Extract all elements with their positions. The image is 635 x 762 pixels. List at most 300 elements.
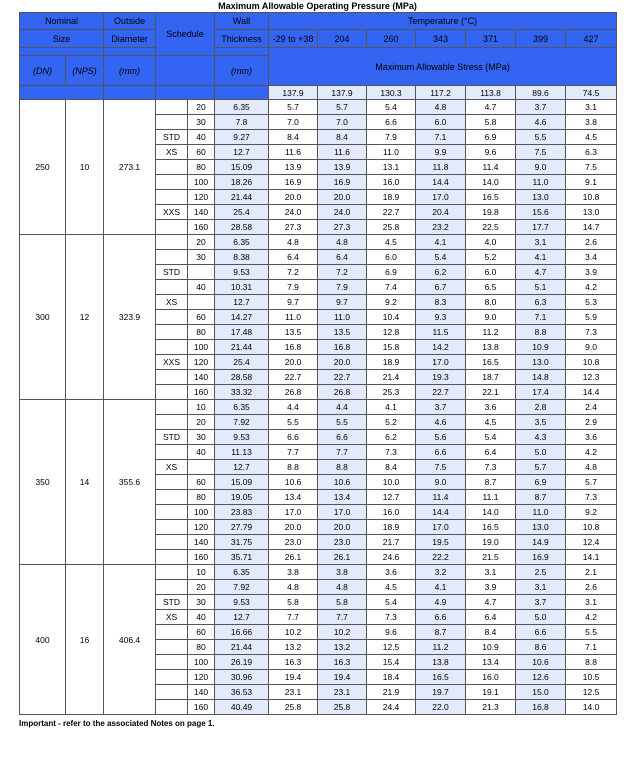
pressure-cell: 20.4 (416, 205, 466, 220)
schedule-label-cell (156, 490, 188, 505)
schedule-number-cell: 40 (188, 280, 215, 295)
schedule-label-cell (156, 340, 188, 355)
pressure-cell: 4.8 (566, 460, 617, 475)
pressure-cell: 16.0 (466, 670, 516, 685)
schedule-label-cell (156, 325, 188, 340)
pressure-cell: 20.0 (269, 355, 318, 370)
schedule-number-cell: 40 (188, 130, 215, 145)
pressure-cell: 10.2 (269, 625, 318, 640)
pressure-cell: 3.6 (566, 430, 617, 445)
pressure-cell: 12.8 (367, 325, 416, 340)
schedule-label-cell: STD (156, 265, 188, 280)
pressure-cell: 16.8 (318, 340, 367, 355)
pressure-cell: 11.4 (416, 490, 466, 505)
dn-header: (DN) (20, 56, 66, 86)
pressure-cell: 23.1 (269, 685, 318, 700)
pressure-cell: 2.5 (516, 565, 566, 580)
pressure-cell: 18.9 (367, 520, 416, 535)
pressure-cell: 6.6 (269, 430, 318, 445)
pressure-cell: 26.8 (269, 385, 318, 400)
temp-col-3: 260 (367, 30, 416, 48)
pressure-cell: 20.0 (269, 190, 318, 205)
pressure-cell: 3.9 (466, 580, 516, 595)
schedule-number-cell: 100 (188, 340, 215, 355)
pressure-cell: 10.5 (566, 670, 617, 685)
wall-thickness-cell: 6.35 (215, 235, 269, 250)
dn-cell: 400 (20, 565, 66, 715)
pressure-cell: 23.0 (269, 535, 318, 550)
pressure-cell: 5.5 (318, 415, 367, 430)
wall-thickness-cell: 23.83 (215, 505, 269, 520)
pressure-cell: 9.3 (416, 310, 466, 325)
schedule-label-cell (156, 250, 188, 265)
pressure-cell: 19.5 (416, 535, 466, 550)
pressure-cell: 16.9 (318, 175, 367, 190)
pressure-cell: 22.7 (318, 370, 367, 385)
schedule-label-cell: XS (156, 610, 188, 625)
pressure-cell: 5.2 (466, 250, 516, 265)
pressure-cell: 6.9 (516, 475, 566, 490)
pressure-cell: 9.2 (367, 295, 416, 310)
pressure-cell: 19.7 (416, 685, 466, 700)
wall-thickness-cell: 28.58 (215, 220, 269, 235)
size-header: Size (20, 30, 104, 48)
pressure-cell: 25.8 (367, 220, 416, 235)
schedule-number-cell: 30 (188, 115, 215, 130)
pressure-cell: 16.0 (367, 175, 416, 190)
pressure-cell: 13.8 (466, 340, 516, 355)
schedule-number-cell: 20 (188, 580, 215, 595)
pressure-cell: 8.4 (318, 130, 367, 145)
dn-cell: 350 (20, 400, 66, 565)
pressure-cell: 9.1 (566, 175, 617, 190)
schedule-number-cell: 100 (188, 505, 215, 520)
wall-thickness-cell: 36.53 (215, 685, 269, 700)
wall-thickness-cell: 30.96 (215, 670, 269, 685)
pressure-cell: 4.8 (269, 235, 318, 250)
pressure-cell: 26.1 (318, 550, 367, 565)
wall-thickness-cell: 16.66 (215, 625, 269, 640)
schedule-number-cell: 30 (188, 595, 215, 610)
pressure-cell: 3.6 (367, 565, 416, 580)
pressure-cell: 8.7 (416, 625, 466, 640)
schedule-label-cell (156, 235, 188, 250)
pressure-cell: 11.0 (516, 505, 566, 520)
wall-thickness-cell: 9.27 (215, 130, 269, 145)
pressure-cell: 8.4 (466, 625, 516, 640)
pressure-cell: 15.0 (516, 685, 566, 700)
pressure-cell: 17.0 (416, 520, 466, 535)
pressure-cell: 3.1 (566, 595, 617, 610)
pressure-cell: 17.0 (269, 505, 318, 520)
pressure-cell: 5.8 (466, 115, 516, 130)
schedule-number-cell: 60 (188, 145, 215, 160)
pressure-cell: 8.8 (516, 325, 566, 340)
schedule-label-cell: XS (156, 145, 188, 160)
pressure-cell: 7.1 (416, 130, 466, 145)
temp-col-2: 204 (318, 30, 367, 48)
pressure-cell: 11.6 (318, 145, 367, 160)
schedule-number-cell: 60 (188, 475, 215, 490)
pressure-cell: 5.0 (516, 610, 566, 625)
pressure-cell: 3.2 (416, 565, 466, 580)
schedule-label-cell (156, 310, 188, 325)
schedule-number-cell: 40 (188, 610, 215, 625)
wall-header: Wall (215, 13, 269, 30)
schedule-number-cell: 30 (188, 250, 215, 265)
pressure-cell: 8.4 (269, 130, 318, 145)
pressure-cell: 10.6 (516, 655, 566, 670)
pressure-cell: 4.2 (566, 445, 617, 460)
pressure-cell: 5.9 (566, 310, 617, 325)
pressure-cell: 6.4 (269, 250, 318, 265)
wall-thickness-cell: 6.35 (215, 400, 269, 415)
wall-thickness-cell: 21.44 (215, 340, 269, 355)
pressure-cell: 22.2 (416, 550, 466, 565)
wall-thickness-cell: 26.19 (215, 655, 269, 670)
schedule-label-cell: XS (156, 295, 188, 310)
pressure-cell: 19.4 (269, 670, 318, 685)
pressure-cell: 6.4 (466, 445, 516, 460)
temp-col-1: -29 to +38 (269, 30, 318, 48)
pressure-cell: 13.0 (516, 355, 566, 370)
pressure-cell: 18.9 (367, 190, 416, 205)
pressure-cell: 13.2 (318, 640, 367, 655)
schedule-label-cell (156, 385, 188, 400)
pressure-cell: 2.1 (566, 565, 617, 580)
wall-thickness-cell: 11.13 (215, 445, 269, 460)
wall-thickness-cell: 7.8 (215, 115, 269, 130)
pressure-cell: 3.9 (566, 265, 617, 280)
nps-cell: 12 (66, 235, 104, 400)
schedule-number-cell: 30 (188, 430, 215, 445)
pressure-cell: 6.0 (466, 265, 516, 280)
pressure-cell: 4.7 (516, 265, 566, 280)
pressure-cell: 7.1 (516, 310, 566, 325)
schedule-label-cell (156, 505, 188, 520)
pressure-cell: 24.0 (269, 205, 318, 220)
pressure-cell: 11.4 (466, 160, 516, 175)
pressure-cell: 13.2 (269, 640, 318, 655)
nominal-header: Nominal (20, 13, 104, 30)
pressure-cell: 15.4 (367, 655, 416, 670)
schedule-label-cell (156, 550, 188, 565)
wall-thickness-cell: 25.4 (215, 355, 269, 370)
pressure-cell: 13.5 (318, 325, 367, 340)
schedule-label-cell (156, 100, 188, 115)
pressure-cell: 7.7 (269, 610, 318, 625)
pressure-cell: 16.8 (269, 340, 318, 355)
pressure-cell: 12.7 (367, 490, 416, 505)
pressure-cell: 11.0 (516, 175, 566, 190)
schedule-header: Schedule (156, 13, 215, 56)
pressure-cell: 8.8 (566, 655, 617, 670)
pressure-cell: 25.8 (269, 700, 318, 715)
pressure-cell: 5.4 (367, 100, 416, 115)
wall-thickness-cell: 10.31 (215, 280, 269, 295)
pressure-cell: 7.5 (566, 160, 617, 175)
pressure-cell: 13.9 (269, 160, 318, 175)
schedule-number-cell: 160 (188, 550, 215, 565)
table-row (20, 100, 617, 115)
pressure-cell: 2.6 (566, 235, 617, 250)
schedule-label-cell: XXS (156, 355, 188, 370)
schedule-number-cell: 60 (188, 625, 215, 640)
pressure-cell: 25.8 (318, 700, 367, 715)
pressure-cell: 14.4 (416, 175, 466, 190)
pressure-cell: 16.5 (466, 190, 516, 205)
pressure-cell: 10.2 (318, 625, 367, 640)
pressure-cell: 4.6 (416, 415, 466, 430)
pressure-cell: 14.0 (566, 700, 617, 715)
pressure-cell: 20.0 (269, 520, 318, 535)
pressure-cell: 18.4 (367, 670, 416, 685)
pressure-cell: 16.3 (269, 655, 318, 670)
pressure-cell: 3.5 (516, 415, 566, 430)
pressure-cell: 7.9 (367, 130, 416, 145)
schedule-number-cell: 160 (188, 700, 215, 715)
schedule-label-cell (156, 370, 188, 385)
schedule-label-cell (156, 190, 188, 205)
temp-col-7: 427 (566, 30, 617, 48)
pressure-cell: 7.3 (367, 610, 416, 625)
schedule-number-cell (188, 460, 215, 475)
pressure-cell: 12.5 (566, 685, 617, 700)
temp-col-4: 343 (416, 30, 466, 48)
table-row (20, 235, 617, 250)
pressure-cell: 16.3 (318, 655, 367, 670)
pressure-cell: 14.4 (416, 505, 466, 520)
pressure-cell: 4.5 (466, 415, 516, 430)
wall-thickness-cell: 15.09 (215, 475, 269, 490)
pressure-cell: 9.0 (516, 160, 566, 175)
schedule-number-cell: 20 (188, 235, 215, 250)
pressure-cell: 12.3 (566, 370, 617, 385)
pressure-cell: 22.0 (416, 700, 466, 715)
pressure-cell: 9.7 (269, 295, 318, 310)
wall-thickness-cell: 12.7 (215, 295, 269, 310)
pressure-cell: 2.8 (516, 400, 566, 415)
schedule-label-cell (156, 670, 188, 685)
schedule-label-cell (156, 640, 188, 655)
schedule-number-cell: 120 (188, 190, 215, 205)
pressure-cell: 4.2 (566, 280, 617, 295)
pressure-cell: 18.9 (367, 355, 416, 370)
pressure-cell: 4.5 (367, 580, 416, 595)
pressure-cell: 20.0 (318, 520, 367, 535)
wall-thickness-cell: 9.53 (215, 430, 269, 445)
pressure-cell: 19.0 (466, 535, 516, 550)
schedule-number-cell (188, 265, 215, 280)
pressure-cell: 9.9 (416, 145, 466, 160)
pressure-cell: 15.8 (367, 340, 416, 355)
pressure-cell: 7.3 (566, 325, 617, 340)
pressure-cell: 17.0 (416, 355, 466, 370)
pressure-cell: 24.0 (318, 205, 367, 220)
pressure-cell: 8.7 (466, 475, 516, 490)
header-row-1 (20, 13, 617, 30)
temperature-header: Temperature (°C) (269, 13, 617, 30)
stress-val-5: 113.8 (466, 86, 516, 100)
wall-thickness-cell: 31.75 (215, 535, 269, 550)
pressure-cell: 9.2 (566, 505, 617, 520)
pressure-cell: 23.0 (318, 535, 367, 550)
od-cell: 323.9 (104, 235, 156, 400)
pressure-cell: 10.8 (566, 520, 617, 535)
schedule-label-cell: STD (156, 595, 188, 610)
pressure-cell: 3.1 (516, 235, 566, 250)
stress-val-2: 137.9 (318, 86, 367, 100)
pressure-cell: 4.8 (269, 580, 318, 595)
pressure-cell: 13.1 (367, 160, 416, 175)
pressure-cell: 10.9 (466, 640, 516, 655)
pressure-cell: 7.4 (367, 280, 416, 295)
schedule-label-cell (156, 280, 188, 295)
important-note: Important - refer to the associated Notes on page 1. (19, 719, 215, 728)
pressure-cell: 4.5 (367, 235, 416, 250)
pressure-cell: 6.7 (416, 280, 466, 295)
pressure-cell: 12.5 (367, 640, 416, 655)
pressure-cell: 17.7 (516, 220, 566, 235)
pressure-cell: 4.5 (566, 130, 617, 145)
pressure-cell: 12.6 (516, 670, 566, 685)
pressure-cell: 4.1 (416, 235, 466, 250)
schedule-number-cell: 40 (188, 445, 215, 460)
stress-row (20, 86, 617, 100)
schedule-number-cell: 120 (188, 670, 215, 685)
pressure-cell: 10.0 (367, 475, 416, 490)
pressure-cell: 5.5 (516, 130, 566, 145)
schedule-label-cell (156, 520, 188, 535)
pressure-cell: 8.6 (516, 640, 566, 655)
outside-header: Outside (104, 13, 156, 30)
pressure-cell: 2.6 (566, 580, 617, 595)
pressure-cell: 3.1 (516, 580, 566, 595)
pressure-cell: 5.0 (516, 445, 566, 460)
pressure-cell: 11.5 (416, 325, 466, 340)
stress-val-3: 130.3 (367, 86, 416, 100)
pressure-cell: 21.4 (367, 370, 416, 385)
nps-header: (NPS) (66, 56, 104, 86)
pressure-table (19, 12, 617, 715)
pressure-cell: 11.2 (416, 640, 466, 655)
pressure-cell: 8.7 (516, 490, 566, 505)
pressure-cell: 3.4 (566, 250, 617, 265)
pressure-cell: 23.1 (318, 685, 367, 700)
nps-cell: 10 (66, 100, 104, 235)
wall-thickness-cell: 14.27 (215, 310, 269, 325)
od-cell: 406.4 (104, 565, 156, 715)
wall-thickness-cell: 9.53 (215, 595, 269, 610)
pressure-cell: 22.7 (367, 205, 416, 220)
schedule-label-cell (156, 700, 188, 715)
wall-thickness-cell: 7.92 (215, 580, 269, 595)
pressure-cell: 6.4 (466, 610, 516, 625)
schedule-number-cell (188, 295, 215, 310)
wall-thickness-cell: 12.7 (215, 460, 269, 475)
schedule-label-cell (156, 535, 188, 550)
wall-thickness-cell: 19.05 (215, 490, 269, 505)
pressure-cell: 7.1 (566, 640, 617, 655)
pressure-cell: 19.1 (466, 685, 516, 700)
table-row (20, 400, 617, 415)
schedule-label-cell (156, 445, 188, 460)
pressure-cell: 5.7 (269, 100, 318, 115)
pressure-cell: 11.2 (466, 325, 516, 340)
stress-val-6: 89.6 (516, 86, 566, 100)
schedule-number-cell: 10 (188, 400, 215, 415)
wall-unit-header: (mm) (215, 56, 269, 86)
schedule-number-cell: 100 (188, 655, 215, 670)
pressure-cell: 13.4 (318, 490, 367, 505)
pressure-cell: 14.9 (516, 535, 566, 550)
max-stress-header: Maximum Allowable Stress (MPa) (269, 48, 617, 86)
pressure-cell: 4.9 (416, 595, 466, 610)
pressure-cell: 14.8 (516, 370, 566, 385)
schedule-label-cell (156, 220, 188, 235)
pressure-cell: 4.6 (516, 115, 566, 130)
pressure-cell: 21.3 (466, 700, 516, 715)
stress-val-7: 74.5 (566, 86, 617, 100)
pressure-cell: 17.0 (318, 505, 367, 520)
pressure-cell: 11.1 (466, 490, 516, 505)
pressure-cell: 14.4 (566, 385, 617, 400)
od-cell: 273.1 (104, 100, 156, 235)
schedule-number-cell: 120 (188, 355, 215, 370)
pressure-cell: 3.6 (466, 400, 516, 415)
pressure-cell: 7.2 (269, 265, 318, 280)
pressure-cell: 7.7 (318, 445, 367, 460)
pressure-cell: 13.8 (416, 655, 466, 670)
pressure-cell: 18.7 (466, 370, 516, 385)
pressure-cell: 19.3 (416, 370, 466, 385)
pressure-cell: 7.3 (566, 490, 617, 505)
pressure-cell: 22.5 (466, 220, 516, 235)
pressure-cell: 4.7 (466, 595, 516, 610)
header-row-spacer (20, 48, 617, 56)
pressure-cell: 14.0 (466, 175, 516, 190)
wall-thickness-cell: 33.32 (215, 385, 269, 400)
pressure-cell: 24.4 (367, 700, 416, 715)
pressure-cell: 6.6 (318, 430, 367, 445)
pressure-cell: 3.7 (516, 100, 566, 115)
pressure-cell: 3.8 (269, 565, 318, 580)
schedule-number-cell: 80 (188, 325, 215, 340)
pressure-cell: 5.4 (367, 595, 416, 610)
pressure-cell: 7.5 (516, 145, 566, 160)
pressure-cell: 14.2 (416, 340, 466, 355)
nps-cell: 14 (66, 400, 104, 565)
pressure-cell: 5.4 (466, 430, 516, 445)
pressure-cell: 17.4 (516, 385, 566, 400)
pressure-cell: 7.9 (318, 280, 367, 295)
schedule-number-cell: 140 (188, 685, 215, 700)
wall-thickness-cell: 17.48 (215, 325, 269, 340)
wall-thickness-cell: 12.7 (215, 610, 269, 625)
pressure-cell: 5.6 (416, 430, 466, 445)
wall-thickness-cell: 25.4 (215, 205, 269, 220)
pressure-cell: 22.7 (269, 370, 318, 385)
pressure-cell: 5.8 (318, 595, 367, 610)
schedule-number-cell: 60 (188, 310, 215, 325)
wall-thickness-cell: 35.71 (215, 550, 269, 565)
schedule-label-cell (156, 475, 188, 490)
schedule-label-cell (156, 415, 188, 430)
wall-thickness-cell: 7.92 (215, 415, 269, 430)
pressure-cell: 5.1 (516, 280, 566, 295)
pressure-cell: 13.4 (466, 655, 516, 670)
schedule-label-cell (156, 685, 188, 700)
